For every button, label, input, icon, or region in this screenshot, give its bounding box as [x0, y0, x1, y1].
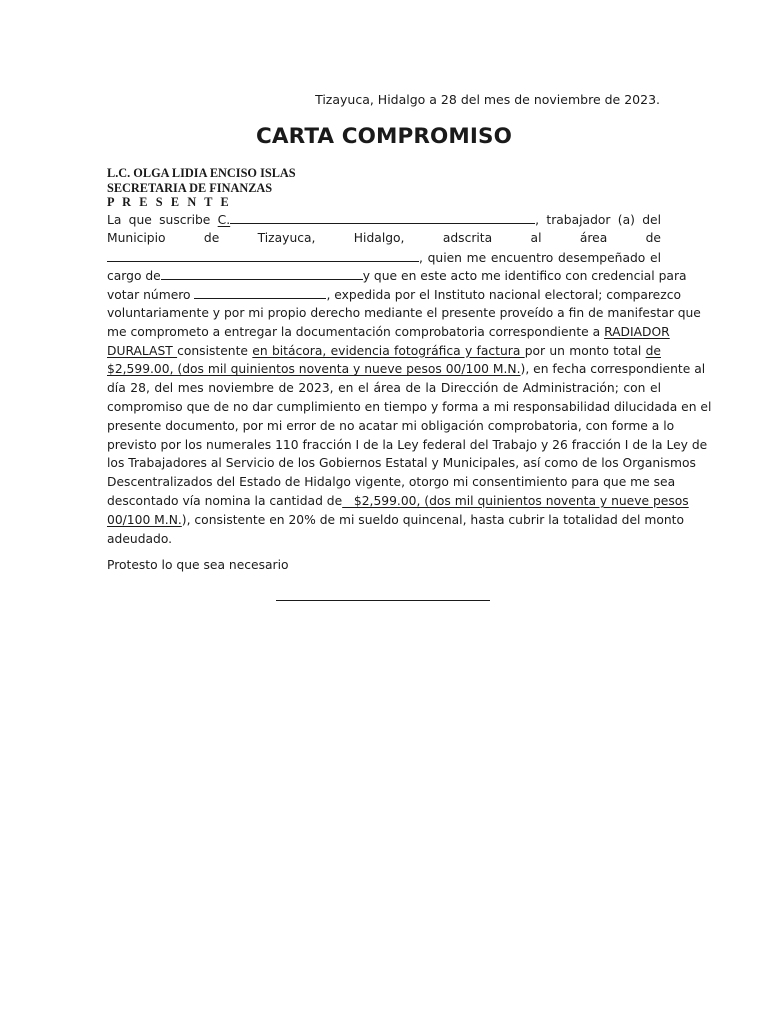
letter-body: [107, 210, 712, 548]
body-line: voluntariamente y por mi propio derecho mediante el presente proveído a fin de manifestar que: [107, 305, 701, 320]
text-fragment: , expedida por el Instituto nacional electoral; comparezco: [326, 288, 681, 303]
body-line: Descentralizados del Estado de Hidalgo vigente, otorgo mi consentimiento para que me sea: [107, 475, 676, 490]
signature-line: [276, 600, 490, 601]
text-fragment: La que suscribe: [107, 213, 218, 227]
voter-number-blank: [194, 285, 326, 299]
text-fragment: por un monto total: [524, 343, 646, 358]
amount-text: $2,599.00, (dos mil quinientos noventa y nueve pesos: [342, 493, 689, 508]
body-line: [107, 285, 681, 304]
document-title: CARTA COMPROMISO: [256, 124, 512, 149]
evidence-description: en bitácora, evidencia fotográfica y factura: [252, 343, 525, 358]
greeting: P R E S E N T E: [107, 195, 232, 209]
text-fragment: ), en fecha correspondiente al: [520, 362, 706, 377]
body-line: [107, 323, 670, 342]
body-line: los Trabajadores al Servicio de los Gobiernos Estatal y Municipales, así como de los Organismos: [107, 456, 696, 471]
body-line: [107, 492, 689, 511]
amount-text: de: [645, 343, 661, 358]
amount-text: $2,599.00, (dos mil quinientos noventa y nueve pesos 00/100 M.N.: [107, 362, 521, 377]
addressee-block: [107, 166, 296, 210]
body-line: adeudado.: [107, 531, 173, 546]
text-fragment: cargo de: [107, 269, 161, 284]
date-line: Tizayuca, Hidalgo a 28 del mes de noviembre de 2023.: [315, 92, 660, 107]
body-line: presente documento, por mi error de no acatar mi obligación comprobatoria, con forme a lo: [107, 418, 675, 433]
text-fragment: ), consistente en 20% de mi sueldo quincenal, hasta cubrir la totalidad del monto: [181, 512, 684, 527]
body-line: Municipio de Tizayuca, Hidalgo, adscrita al área de: [107, 230, 661, 245]
body-line: compromiso que de no dar cumplimiento en tiempo y forma a mi responsabilidad dilucidada en el: [107, 399, 712, 414]
area-blank: [107, 248, 419, 262]
text-fragment: consistente: [177, 343, 253, 358]
body-line: [107, 266, 687, 285]
body-line: [107, 360, 706, 379]
text-fragment: me comprometo a entregar la documentación comprobatoria correspondiente a: [107, 324, 605, 339]
amount-text: 00/100 M.N.: [107, 512, 182, 527]
addressee-position: SECRETARIA DE FINANZAS: [107, 180, 273, 195]
body-line: previsto por los numerales 110 fracción I de la Ley federal del Trabajo y 26 fracción I de la Ley de: [107, 437, 708, 452]
body-line: [107, 342, 661, 361]
text-fragment: descontado vía nomina la cantidad de: [107, 493, 343, 508]
text-fragment: y que en este acto me identifico con credencial para: [362, 269, 687, 284]
closing-statement: Protesto lo que sea necesario: [107, 558, 289, 572]
text-fragment: votar número: [107, 288, 195, 303]
position-blank: [161, 266, 363, 280]
text-fragment: , quien me encuentro desempeñado el: [419, 250, 661, 265]
item-name: DURALAST: [107, 343, 178, 358]
text-fragment: , trabajador (a) del: [535, 213, 661, 227]
addressee-name: L.C. OLGA LIDIA ENCISO ISLAS: [107, 166, 296, 180]
signer-prefix: C.: [217, 213, 231, 227]
item-name: RADIADOR: [604, 324, 670, 339]
body-line: [107, 248, 661, 267]
body-line: día 28, del mes noviembre de 2023, en el área de la Dirección de Administración; con el: [107, 381, 661, 396]
body-line: [107, 210, 661, 229]
body-line: [107, 511, 684, 530]
signer-name-blank: [230, 210, 535, 224]
